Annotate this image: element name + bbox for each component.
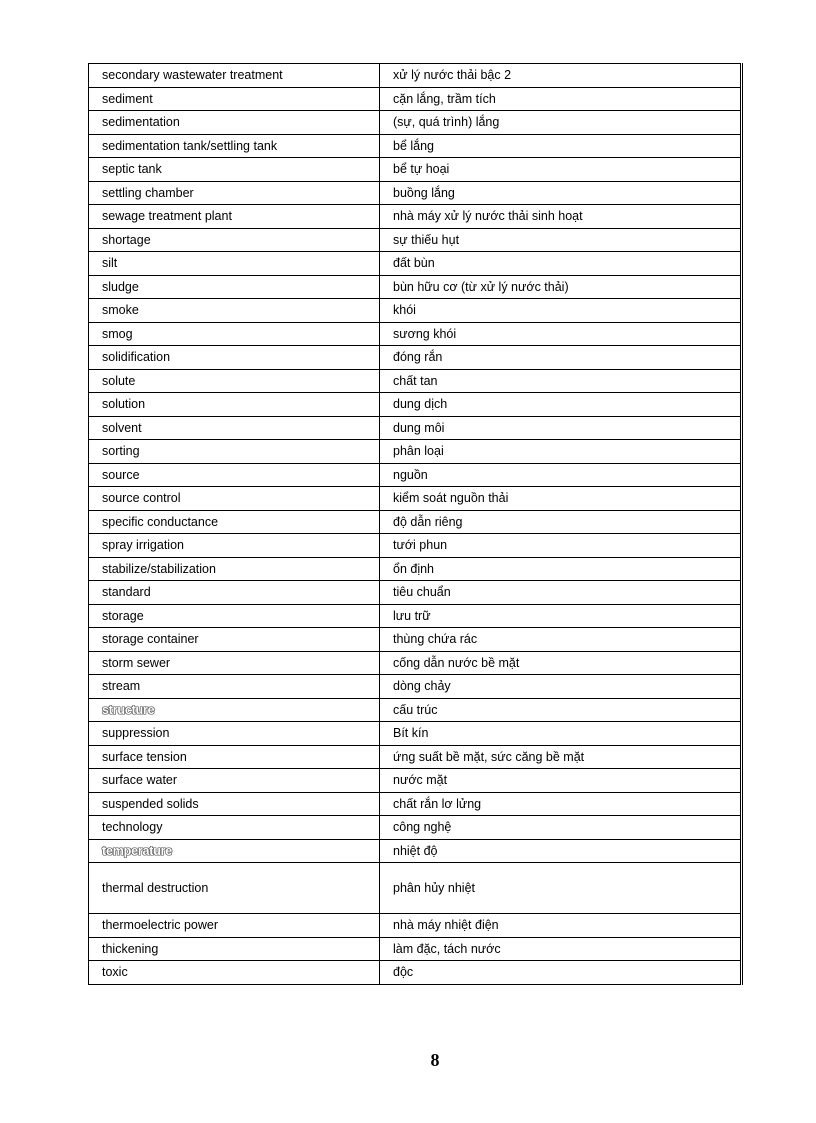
term-cell: solidification bbox=[89, 346, 380, 370]
term-cell: settling chamber bbox=[89, 181, 380, 205]
definition-cell: ứng suất bề mặt, sức căng bề mặt bbox=[380, 745, 742, 769]
term-cell: smoke bbox=[89, 299, 380, 323]
term-cell: toxic bbox=[89, 961, 380, 985]
table-row bbox=[89, 698, 742, 722]
definition-cell: công nghệ bbox=[380, 816, 742, 840]
term-cell: storage bbox=[89, 604, 380, 628]
definition-cell: (sự, quá trình) lắng bbox=[380, 111, 742, 135]
table-row bbox=[89, 675, 742, 699]
table-row bbox=[89, 181, 742, 205]
table-row bbox=[89, 322, 742, 346]
term-cell: solution bbox=[89, 393, 380, 417]
table-row bbox=[89, 863, 742, 914]
definition-cell: cặn lắng, trầm tích bbox=[380, 87, 742, 111]
definition-cell: nhà máy nhiệt điện bbox=[380, 914, 742, 938]
term-cell: technology bbox=[89, 816, 380, 840]
table-row bbox=[89, 745, 742, 769]
definition-cell: thùng chứa rác bbox=[380, 628, 742, 652]
term-cell: sedimentation tank/settling tank bbox=[89, 134, 380, 158]
term-cell: secondary wastewater treatment bbox=[89, 64, 380, 88]
definition-cell: chất tan bbox=[380, 369, 742, 393]
definition-cell: đóng rắn bbox=[380, 346, 742, 370]
term-cell: thermoelectric power bbox=[89, 914, 380, 938]
term-cell: specific conductance bbox=[89, 510, 380, 534]
term-cell: source control bbox=[89, 487, 380, 511]
definition-cell: kiểm soát nguồn thải bbox=[380, 487, 742, 511]
term-cell: storm sewer bbox=[89, 651, 380, 675]
definition-cell: tưới phun bbox=[380, 534, 742, 558]
term-cell: surface water bbox=[89, 769, 380, 793]
table-row bbox=[89, 275, 742, 299]
definition-cell: Bít kín bbox=[380, 722, 742, 746]
definition-cell: ổn định bbox=[380, 557, 742, 581]
table-row bbox=[89, 299, 742, 323]
table-row bbox=[89, 816, 742, 840]
definition-cell: khói bbox=[380, 299, 742, 323]
table-row bbox=[89, 134, 742, 158]
table-row bbox=[89, 604, 742, 628]
term-cell: solute bbox=[89, 369, 380, 393]
table-row bbox=[89, 722, 742, 746]
term-cell: surface tension bbox=[89, 745, 380, 769]
term-cell: smog bbox=[89, 322, 380, 346]
table-row bbox=[89, 393, 742, 417]
page-number: 8 bbox=[430, 1050, 440, 1070]
definition-cell: chất rắn lơ lửng bbox=[380, 792, 742, 816]
table-row bbox=[89, 628, 742, 652]
table-row bbox=[89, 792, 742, 816]
term-cell: thermal destruction bbox=[89, 863, 380, 914]
term-cell: sediment bbox=[89, 87, 380, 111]
definition-cell: độc bbox=[380, 961, 742, 985]
table-row bbox=[89, 158, 742, 182]
definition-cell: phân hủy nhiệt bbox=[380, 863, 742, 914]
definition-cell: dung dịch bbox=[380, 393, 742, 417]
definition-cell: nguồn bbox=[380, 463, 742, 487]
table-row bbox=[89, 87, 742, 111]
term-cell: sorting bbox=[89, 440, 380, 464]
definition-cell: bể tự hoại bbox=[380, 158, 742, 182]
definition-cell: cống dẫn nước bề mặt bbox=[380, 651, 742, 675]
term-cell-outlined: structure bbox=[89, 698, 380, 722]
term-cell: silt bbox=[89, 252, 380, 276]
term-cell: thickening bbox=[89, 937, 380, 961]
definition-cell: buồng lắng bbox=[380, 181, 742, 205]
definition-cell: lưu trữ bbox=[380, 604, 742, 628]
table-row bbox=[89, 914, 742, 938]
definition-cell: nhà máy xử lý nước thải sinh hoạt bbox=[380, 205, 742, 229]
definition-cell: tiêu chuẩn bbox=[380, 581, 742, 605]
term-cell: stream bbox=[89, 675, 380, 699]
table-row bbox=[89, 557, 742, 581]
table-row bbox=[89, 463, 742, 487]
table-row bbox=[89, 252, 742, 276]
table-row bbox=[89, 839, 742, 863]
table-row bbox=[89, 228, 742, 252]
definition-cell: sương khói bbox=[380, 322, 742, 346]
definition-cell: đất bùn bbox=[380, 252, 742, 276]
table-row bbox=[89, 369, 742, 393]
term-cell: sedimentation bbox=[89, 111, 380, 135]
definition-cell: bùn hữu cơ (từ xử lý nước thải) bbox=[380, 275, 742, 299]
table-row bbox=[89, 416, 742, 440]
table-row bbox=[89, 205, 742, 229]
definition-cell: xử lý nước thải bậc 2 bbox=[380, 64, 742, 88]
table-row bbox=[89, 487, 742, 511]
table-row bbox=[89, 440, 742, 464]
glossary-table bbox=[88, 63, 743, 985]
term-cell: sludge bbox=[89, 275, 380, 299]
term-cell: suspended solids bbox=[89, 792, 380, 816]
term-cell: solvent bbox=[89, 416, 380, 440]
definition-cell: cấu trúc bbox=[380, 698, 742, 722]
term-cell-outlined: temperature bbox=[89, 839, 380, 863]
term-cell: storage container bbox=[89, 628, 380, 652]
table-row bbox=[89, 769, 742, 793]
table-row bbox=[89, 534, 742, 558]
table-row bbox=[89, 111, 742, 135]
table-row bbox=[89, 346, 742, 370]
definition-cell: dòng chảy bbox=[380, 675, 742, 699]
table-row bbox=[89, 510, 742, 534]
table-row bbox=[89, 581, 742, 605]
definition-cell: làm đặc, tách nước bbox=[380, 937, 742, 961]
definition-cell: sự thiếu hụt bbox=[380, 228, 742, 252]
definition-cell: bể lắng bbox=[380, 134, 742, 158]
definition-cell: độ dẫn riêng bbox=[380, 510, 742, 534]
table-row bbox=[89, 961, 742, 985]
definition-cell: dung môi bbox=[380, 416, 742, 440]
definition-cell: phân loại bbox=[380, 440, 742, 464]
term-cell: suppression bbox=[89, 722, 380, 746]
table-row bbox=[89, 64, 742, 88]
table-row bbox=[89, 937, 742, 961]
term-cell: sewage treatment plant bbox=[89, 205, 380, 229]
definition-cell: nước mặt bbox=[380, 769, 742, 793]
term-cell: source bbox=[89, 463, 380, 487]
term-cell: standard bbox=[89, 581, 380, 605]
term-cell: septic tank bbox=[89, 158, 380, 182]
definition-cell: nhiệt độ bbox=[380, 839, 742, 863]
term-cell: stabilize/stabilization bbox=[89, 557, 380, 581]
term-cell: shortage bbox=[89, 228, 380, 252]
table-row bbox=[89, 651, 742, 675]
term-cell: spray irrigation bbox=[89, 534, 380, 558]
